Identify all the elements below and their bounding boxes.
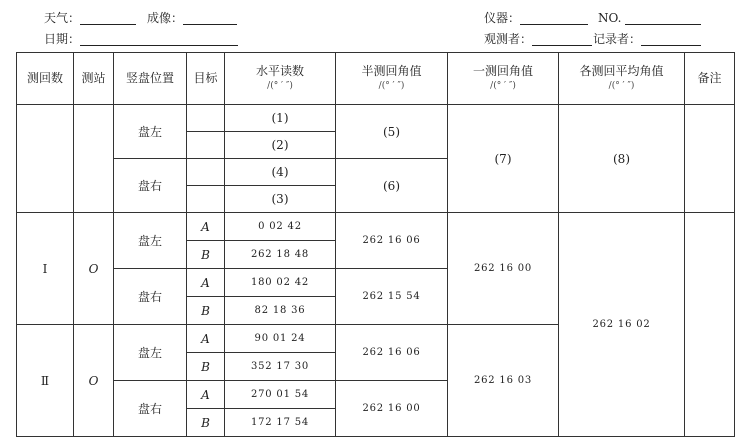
col-face-header: 竖盘位置 bbox=[114, 53, 187, 105]
recorder-blank bbox=[641, 33, 701, 46]
target-label: A bbox=[187, 381, 225, 409]
half-round-angle: 262 16 06 bbox=[336, 213, 448, 269]
half-round-angle: 262 16 06 bbox=[336, 325, 448, 381]
reading-value: 90 01 24 bbox=[225, 325, 336, 353]
half-round-angle: 262 15 54 bbox=[336, 269, 448, 325]
no-label: NO. bbox=[598, 11, 622, 25]
template-target-cell bbox=[187, 132, 225, 159]
observer-blank bbox=[532, 33, 592, 46]
note-cell bbox=[685, 213, 735, 437]
half-round-angle: 262 16 00 bbox=[336, 381, 448, 437]
col-reading-header bbox=[225, 53, 336, 105]
imaging-blank bbox=[183, 12, 237, 25]
target-label: A bbox=[187, 213, 225, 241]
reading-value: 0 02 42 bbox=[225, 213, 336, 241]
template-round-cell bbox=[17, 105, 74, 213]
col-round-header: 测回数 bbox=[17, 53, 74, 105]
template-row bbox=[17, 105, 735, 132]
round-number: Ⅰ bbox=[17, 213, 74, 325]
reading-value: 180 02 42 bbox=[225, 269, 336, 297]
template-one: (7) bbox=[448, 105, 559, 213]
station-name: O bbox=[74, 325, 114, 437]
no-field bbox=[598, 11, 701, 25]
target-label: B bbox=[187, 297, 225, 325]
imaging-label: 成像： bbox=[147, 11, 184, 25]
date-blank bbox=[80, 33, 238, 46]
date-label: 日期： bbox=[44, 32, 81, 46]
observation-table bbox=[16, 52, 735, 437]
observer-label: 观测者： bbox=[484, 32, 533, 46]
template-note-cell bbox=[685, 105, 735, 213]
template-target-cell bbox=[187, 186, 225, 213]
target-label: B bbox=[187, 409, 225, 437]
template-face-right: 盘右 bbox=[114, 159, 187, 213]
recorder-label: 记录者： bbox=[593, 32, 642, 46]
weather-blank bbox=[80, 12, 136, 25]
half-header-title: 半测回角值 bbox=[361, 63, 422, 78]
header-row bbox=[17, 53, 735, 105]
template-target-cell bbox=[187, 159, 225, 186]
date-field bbox=[44, 32, 238, 46]
recorder-field bbox=[593, 32, 701, 46]
reading-value: 82 18 36 bbox=[225, 297, 336, 325]
average-angle: 262 16 02 bbox=[559, 213, 685, 437]
reading-header-title: 水平读数 bbox=[255, 63, 304, 78]
instrument-blank bbox=[520, 12, 588, 25]
col-note-header: 备注 bbox=[685, 53, 735, 105]
face-left-label: 盘左 bbox=[114, 325, 187, 381]
template-reading-4: (4) bbox=[225, 159, 336, 186]
col-avg-header bbox=[559, 53, 685, 105]
instrument-field bbox=[484, 11, 588, 25]
station-name: O bbox=[74, 213, 114, 325]
face-left-label: 盘左 bbox=[114, 213, 187, 269]
reading-value: 270 01 54 bbox=[225, 381, 336, 409]
col-one-header bbox=[448, 53, 559, 105]
weather-label: 天气： bbox=[44, 11, 81, 25]
round-number: Ⅱ bbox=[17, 325, 74, 437]
target-label: B bbox=[187, 353, 225, 381]
reading-header-unit: /(° ′ ″) bbox=[267, 80, 293, 91]
weather-field bbox=[44, 11, 136, 25]
template-reading-3: (3) bbox=[225, 186, 336, 213]
template-half-right: (6) bbox=[336, 159, 448, 213]
target-label: A bbox=[187, 325, 225, 353]
observer-field bbox=[484, 32, 592, 46]
instrument-label: 仪器： bbox=[484, 11, 521, 25]
target-label: A bbox=[187, 269, 225, 297]
template-half-left: (5) bbox=[336, 105, 448, 159]
col-target-header: 目标 bbox=[187, 53, 225, 105]
template-face-left: 盘左 bbox=[114, 105, 187, 159]
reading-value: 352 17 30 bbox=[225, 353, 336, 381]
template-target-cell bbox=[187, 105, 225, 132]
imaging-field bbox=[147, 11, 237, 25]
template-avg: (8) bbox=[559, 105, 685, 213]
template-reading-2: (2) bbox=[225, 132, 336, 159]
col-station-header: 测站 bbox=[74, 53, 114, 105]
avg-header-unit: /(° ′ ″) bbox=[608, 80, 635, 91]
one-round-angle: 262 16 00 bbox=[448, 213, 559, 325]
template-station-cell bbox=[74, 105, 114, 213]
col-half-header bbox=[336, 53, 448, 105]
face-right-label: 盘右 bbox=[114, 381, 187, 437]
one-header-title: 一测回角值 bbox=[472, 63, 533, 78]
one-round-angle: 262 16 03 bbox=[448, 325, 559, 437]
target-label: B bbox=[187, 241, 225, 269]
template-reading-1: (1) bbox=[225, 105, 336, 132]
face-right-label: 盘右 bbox=[114, 269, 187, 325]
one-header-unit: /(° ′ ″) bbox=[490, 80, 516, 91]
no-blank bbox=[625, 12, 701, 25]
reading-value: 262 18 48 bbox=[225, 241, 336, 269]
avg-header-title: 各测回平均角值 bbox=[579, 63, 664, 78]
reading-value: 172 17 54 bbox=[225, 409, 336, 437]
half-header-unit: /(° ′ ″) bbox=[378, 80, 405, 91]
table-row bbox=[17, 213, 735, 241]
